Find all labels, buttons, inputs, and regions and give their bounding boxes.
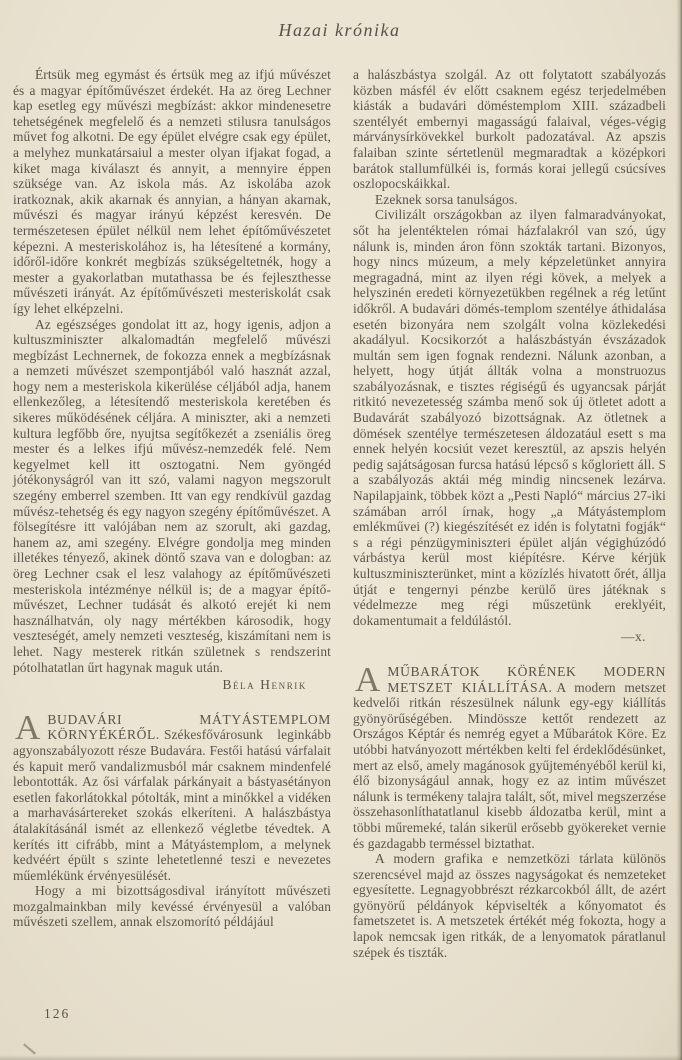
paragraph: A modern grafika e nemzetközi tárlata különös szerencsével majd az összes nagyságokat és nemzeteket egyesítette. Legnagyobbrészt rézkarcokból állt, de azért gyönyörű példányok képviselték a kőnyomatot és fametszetet is. A metszetek értékét még fokozta, hogy a lapok nemcsak igen ritkák, de a lenyomatok páratlanul szépek és tiszták. <box>353 851 666 960</box>
paragraph-continuation: a halászbástya szolgál. Az ott folytatott szabályozás közben másfél év előtt csaknem egész terjedelmében kiásták a budavári döméstemplom XIII. századbeli szentélyét embernyi magasságú falaival, véges-végig márványsírkövekkel burkolt padozatával. Az apszis falaiban szinte sértetlenül megmaradtak a középkori barátok stallumfülkéi is, formás korai jellegű csúcsíves oszlopocskáikkal. <box>353 67 666 192</box>
paragraph: Ezeknek sorsa tanulságos. <box>375 191 518 207</box>
article-heading: MŰBARÁTOK KÖRÉNEK MODERN METSZET KIÁLLÍTÁSA. <box>387 663 666 695</box>
running-head: Hazai krónika <box>278 20 401 40</box>
paragraph: Értsük meg egymást és értsük meg az ifjú művészet és a magyar építőművészet érdekét. Ha az öreg Lechner kap esetleg egy művészi megbízást: akkor mindenesetre tehetségének megfelelő és a nemzeti stilusra tanulságos művet fog alkotni. De egy épület elvégre csak egy épület, a melyhez munkatársaiul a mester olyan ifjakat fogad, a kiket maga kiválaszt és annyit, a mennyire éppen szüksége van. Az iskola más. Az iskolába azok iratkoznak, akik akarnak és annyian, a hányan akarnak, művészi és magyar irányú képzést keresvén. De természetesen épület nélkül nem lehet építőművészetet képezni. A mesteriskolához is, ha létesítené a kormány, időről-időre konkrét megbízás szükségeltetnék, hogy a mester a gyakorlatban mutathassa be és fejleszthesse művészeti irányát. Az építőművészeti mesteriskolát csak így lehet elképzelni. <box>13 67 331 316</box>
scan-edge-bottom <box>0 1055 682 1060</box>
right-column <box>353 67 666 960</box>
scan-edge-right <box>676 0 682 1060</box>
paragraph: Hogy a mi bizottságosdival irányított művészeti mozgalmainkban mily kevéssé érvényesül a valóban művészeti szellem, annak elszomorító példájául <box>13 883 331 930</box>
article-matyastemplom <box>13 707 331 884</box>
paragraph: Az egészséges gondolat itt az, hogy igenis, adjon a kultuszminiszter alkalomadtán megfelelő művészi megbízást Lechnernek, de fokozza ennek a megbízásnak a nemzeti művészet szempontjából való hasznát azzal, hogy nem a mesteriskola kikerülése céljából adja, hanem ellenkezőleg, a létesítendő mesteriskola keretében és sikeres működésének céljára. A miniszter, aki a nemzeti kultura legfőbb őre, nyujtsa segítőkezét a zseniális öreg mester és a lelkes ifjú művész-nemzedék felé. Nem kegyelmet kell itt osztogatni. Nem gyöngéd jótékonyságról van itt szó, valami nagyon megszorult szegény emberrel szemben. Itt van egy rendkívül gazdag művész-tehetség és egy nagyon szegény építőművészet. A fölsegítésre itt valójában nem az szorult, aki gazdag, hanem az, ami szegény. Elvégre gondolja meg minden illetékes tényező, akinek döntő szava van e dologban: az öreg Lechner csak el lesz valahogy az építőművészeti mesteriskola intézménye nélkül is; de a magyar építő-művészet, Lechner tudását és alkotó erejét ki nem használhatván, oly nagy mértékben károsodik, hogy veszteségét, amely nemzeti veszteség, kiszámítani nem is lehet. Nagy mesterek ritkán születnek s rendszerint pótolhatatlan űrt hagynak maguk után. <box>13 316 331 675</box>
article-body: Székesfővárosunk leginkább agyonszabályozott része Budavára. Festői hatású várfalait és kapuit merő vandalizmusból már csaknem mindenfelé lebontották. Az ősi várfalak párkányait a bástyasétányon esetlen fakorlátokkal pótolták, mint a minőkkel a vidéken a marhavásártereket szokás elkeríteni. A halászbástya átalakításánál ismét az ellenkező végletbe tévedtek. A kerítés itt cifrább, mint a Mátyástemplom, a melynek kedvéért épült s szinte lehetetlenné teszi e nevezetes műemlékünk érvényesülését. <box>13 727 331 883</box>
article-mubaratok <box>353 659 666 851</box>
author-signature: Béla Henrik <box>222 677 307 693</box>
article-body: A modern metszet kedvelői ritkán részesülnek nálunk egy-egy kiállítás gyönyörűségében. Mindössze kettőt rendezett az Országos Képtár és nemrég egyet a Műbarátok Köre. Ez utóbbi hatványozott mértékben kelti fel érdeklődésünket, mert az első, amely magánosok gyűjteményéből kerül ki, élő bizonyságául annak, hogy ez az intim művészet nálunk is termékeny talajra talált, sőt, mivel megszerzése összehasonlíthatatlanul kisebb áldozatba kerül, mint a többi műremeké, talán sikerül erősebb gyökereket vernie és gazdagabb terméssel biztathat. <box>353 679 666 851</box>
drop-cap-initial: A <box>15 707 41 747</box>
drop-cap-initial: A <box>355 659 381 699</box>
anonymous-signature: —x. <box>621 629 646 645</box>
paragraph: Civilizált országokban az ilyen falmaradványokat, sőt ha jelentéktelen római házfalakról van szó, úgy nálunk is, minden áron fönn szokták tartani. Bizonyos, hogy nincs múzeum, a mely képzeletünket annyira megragadná, mint az ilyen régi kövek, a melyek a helyszinén eredeti környezetükben regélnek a rég letűnt időkről. A budavári dömés-templom szentélye áthidalása esetén bizonyára nem szolgált volna közlekedési akadályul. Kocsikorzót a halászbástyán évszázadok multán sem igen fognak rendezni. Nálunk azonban, a helyett, hogy útját állták volna a monstruozus szabályozásnak, e tisztes régiségű és ugyancsak párját ritkitó nevezetesség számba menő sok új ötletet adott a Budavárát szabályozó bizottságnak. Az ötletnek a dömések szentélye természetesen áldozatául esett s ma ennek helyén kocsiút vezet keresztül, az apszis helyén pedig sajátságosan furcsa hatású lépcső s kőgloriett áll. S a szabályozás aktái még mindig nincsenek lezárva. Napilapjaink, többek közt a „Pesti Napló“ március 27-iki számában arról írnak, hogy „a Mátyástemplom emlékművei (?) kiegészítését ez idén is folytatni fogják“ s a régi pénzügyminiszteri épület alján végighúzódó várbástya kerül most kiépítésre. Kérve kérjük kultuszminiszterünket, mint a közízlés hivatott őrét, állja útját e tengernyi pénzbe kerülő üres játéknak s védelmezze meg régi műszetünk ereklyéit, dokamentumait a feldúlástól. <box>353 207 666 628</box>
page-number: 126 <box>44 1006 71 1021</box>
left-column <box>13 67 331 960</box>
scan-corner-artifact <box>23 1043 36 1054</box>
article-heading: BUDAVÁRI MÁTYÁSTEMPLOM KÖRNYÉKÉRŐL. <box>47 711 331 743</box>
text-columns <box>13 67 666 960</box>
